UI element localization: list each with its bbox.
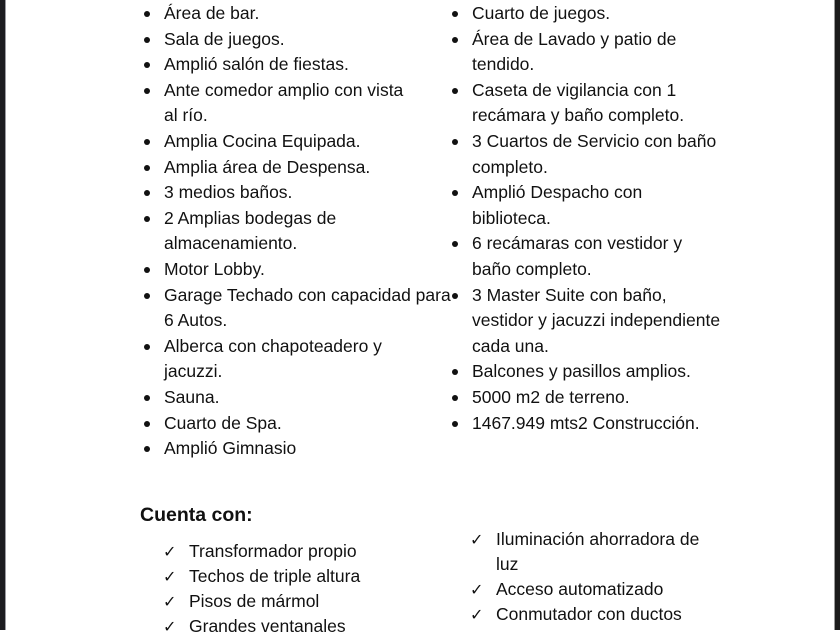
features-list-left bbox=[163, 539, 449, 639]
amenities-list-right bbox=[472, 1, 732, 436]
list-item-text: Pisos de mármol bbox=[189, 591, 320, 611]
list-item bbox=[470, 527, 726, 577]
list-item bbox=[470, 602, 726, 627]
list-item: Ante comedor amplio con vista al río. bbox=[164, 78, 414, 129]
list-item: Caseta de vigilancia con 1 recámara y baño completo. bbox=[472, 78, 692, 129]
list-item: Cuarto de juegos. bbox=[472, 1, 732, 27]
checkmark-icon: ✓ bbox=[163, 617, 177, 636]
checkmark-icon: ✓ bbox=[163, 592, 177, 611]
features-list-right bbox=[470, 527, 726, 627]
list-item-text: Acceso automatizado bbox=[496, 579, 664, 599]
list-item: Área de bar. bbox=[164, 1, 464, 27]
list-item: Balcones y pasillos amplios. bbox=[472, 359, 732, 385]
list-item bbox=[163, 564, 449, 589]
viewer-left-border bbox=[0, 0, 5, 630]
list-item-text: Grandes ventanales bbox=[189, 616, 346, 636]
checkmark-icon: ✓ bbox=[470, 530, 484, 549]
list-item: Amplió salón de fiestas. bbox=[164, 52, 464, 78]
list-item: 3 Master Suite con baño, vestidor y jacuzzi independiente cada una. bbox=[472, 283, 727, 360]
amenities-list-left bbox=[164, 1, 464, 462]
list-item: Amplió Despacho con biblioteca. bbox=[472, 180, 657, 231]
list-item bbox=[163, 589, 449, 614]
list-item: Motor Lobby. bbox=[164, 257, 464, 283]
list-item: Amplia Cocina Equipada. bbox=[164, 129, 464, 155]
list-item-text: Techos de triple altura bbox=[189, 566, 361, 586]
list-item: 5000 m2 de terreno. bbox=[472, 385, 732, 411]
list-item: Amplió Gimnasio bbox=[164, 436, 464, 462]
list-item: Garage Techado con capacidad para 6 Autos. bbox=[164, 283, 459, 334]
checkmark-icon: ✓ bbox=[163, 542, 177, 561]
list-item: 1467.949 mts2 Construcción. bbox=[472, 411, 732, 437]
list-item: 6 recámaras con vestidor y baño completo. bbox=[472, 231, 692, 282]
list-item: Área de Lavado y patio de tendido. bbox=[472, 27, 687, 78]
list-item: Sauna. bbox=[164, 385, 464, 411]
checkmark-icon: ✓ bbox=[163, 567, 177, 586]
viewer-right-border bbox=[835, 0, 840, 630]
list-item-text: Transformador propio bbox=[189, 541, 357, 561]
list-item bbox=[163, 539, 449, 564]
list-item-text: Iluminación ahorradora de luz bbox=[496, 529, 700, 574]
list-item: Alberca con chapoteadero y jacuzzi. bbox=[164, 334, 394, 385]
features-heading: Cuenta con: bbox=[140, 504, 253, 526]
checkmark-icon: ✓ bbox=[470, 605, 484, 624]
list-item: 3 medios baños. bbox=[164, 180, 464, 206]
list-item: 2 Amplias bodegas de almacenamiento. bbox=[164, 206, 354, 257]
list-item: Sala de juegos. bbox=[164, 27, 464, 53]
list-item bbox=[163, 614, 449, 639]
checkmark-icon: ✓ bbox=[470, 580, 484, 599]
list-item-text: Conmutador con ductos bbox=[496, 604, 682, 624]
list-item: Cuarto de Spa. bbox=[164, 411, 464, 437]
list-item: 3 Cuartos de Servicio con baño completo. bbox=[472, 129, 717, 180]
list-item: Amplia área de Despensa. bbox=[164, 155, 464, 181]
list-item bbox=[470, 577, 726, 602]
